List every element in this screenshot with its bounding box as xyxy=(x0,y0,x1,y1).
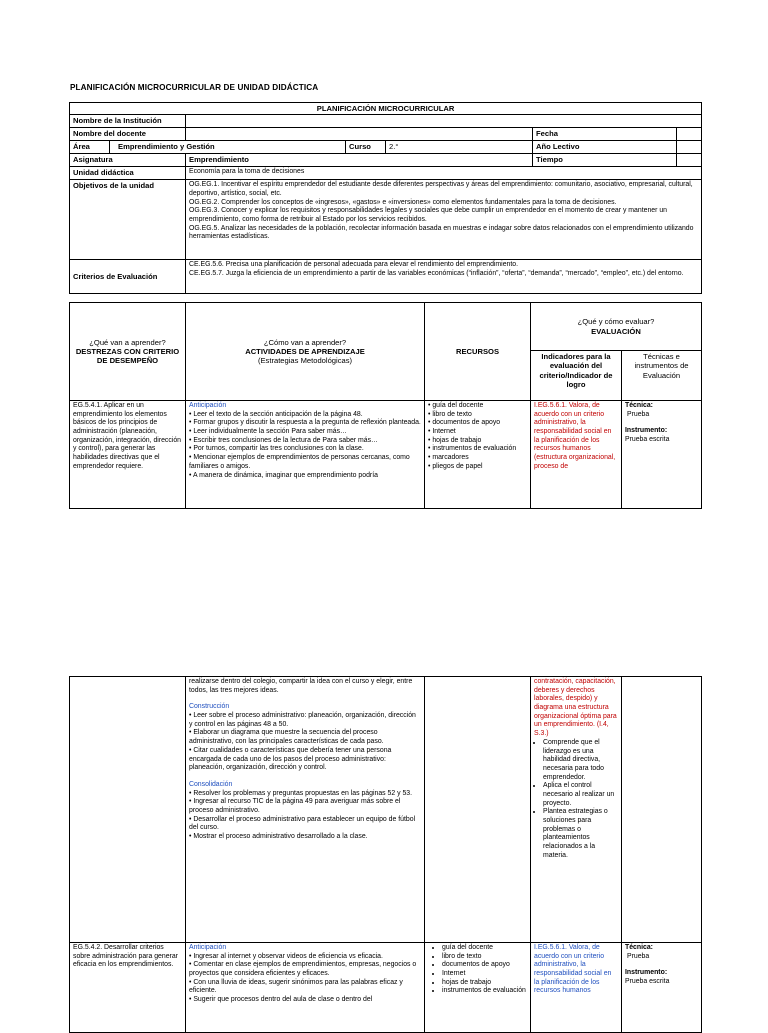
area-value: Emprendimiento y Gestión xyxy=(110,141,346,154)
list-item: • A manera de dinámica, imaginar que emprendimiento podría xyxy=(189,471,378,479)
anticipacion-label: Anticipación xyxy=(189,402,227,409)
actividades-cell xyxy=(186,943,425,1033)
list-item: • libro de texto xyxy=(442,953,527,962)
recursos-cell xyxy=(425,401,531,509)
actividades-cell xyxy=(186,677,425,943)
list-item: • documentos de apoyo xyxy=(428,419,501,427)
objetivos-label: Objetivos de la unidad xyxy=(70,180,186,260)
curso-value: 2.° xyxy=(386,141,533,154)
list-item: • Ingresar al internet y observar videos de eficiencia vs eficacia. xyxy=(189,952,383,960)
fecha-value xyxy=(677,128,702,141)
list-item: • marcadores xyxy=(428,454,469,462)
list-item: • Leer individualmente la sección Para saber más… xyxy=(189,428,347,436)
indicador-cell: I.EG.5.6.1. Valora, de acuerdo con un criterio administrativo, la responsabilidad social en la planificación de los recursos humanos xyxy=(531,943,622,1033)
list-item: • instrumentos de evaluación xyxy=(428,445,517,453)
col2-question: ¿Cómo van a aprender? xyxy=(263,337,347,347)
instrumento-label: Instrumento: xyxy=(625,969,668,977)
curso-label: Curso xyxy=(346,141,386,154)
list-item: • Citar cualidades o características que debería tener una persona encargada de cada uno de los pasos del proceso administrativo: planeación, organización, dirección y control. xyxy=(189,746,392,772)
indicador-cell: I.EG.5.6.1. Valora, de acuerdo con un criterio administrativo, la responsabilidad social en la planificación de los recursos humanos (estructura organizacional, proceso de xyxy=(531,401,622,509)
docente-label: Nombre del docente xyxy=(70,128,186,141)
fecha-label: Fecha xyxy=(533,128,677,141)
actividades-table xyxy=(69,302,702,509)
list-item: • Comprende que el liderazgo es una habilidad directiva, necesaria para todo emprendedor. xyxy=(543,739,618,782)
recursos-cell xyxy=(425,943,531,1033)
list-item: • Desarrollar el proceso administrativo para establecer un equipo de fútbol del curso. xyxy=(189,815,416,832)
actividades-cell xyxy=(186,401,425,509)
destreza-cell: EG.5.4.2. Desarrollar criterios sobre administración para generar eficacia en los emprendimientos. xyxy=(70,943,186,1033)
list-item: • Por turnos, compartir las tres conclusiones con la clase. xyxy=(189,445,364,453)
asignatura-value: Emprendimiento xyxy=(186,154,533,167)
eval-question: ¿Qué y cómo evaluar? xyxy=(577,317,655,327)
col-indicadores-header: Indicadores para la evaluación del criterio/Indicador de logro xyxy=(531,351,622,401)
tecnica-label: Técnica: xyxy=(625,944,653,951)
objetivos-list xyxy=(186,180,702,260)
list-item: • guía del docente xyxy=(428,402,484,409)
asignatura-label: Asignatura xyxy=(70,154,186,167)
tecnica-label: Técnica: xyxy=(625,402,653,409)
col-recursos-header: RECURSOS xyxy=(425,303,531,401)
tecnica-value: Prueba xyxy=(627,410,650,418)
list-item: • Plantea estrategias o soluciones para problemas o planteamientos relacionados a la materia. xyxy=(543,808,618,860)
anio-label: Año Lectivo xyxy=(533,141,677,154)
list-item: • Elaborar un diagrama que muestre la secuencia del proceso administrativo, con las principales características de cada paso. xyxy=(189,729,384,746)
objetivo-item: OG.EG.5. Analizar las necesidades de la población, recolectar información basada en muestras e indagar sobre datos relacionados con el emprendimiento utilizando herramientas estadísticas. xyxy=(189,224,694,241)
tecnica-value: Prueba xyxy=(627,952,650,960)
tecnicas-cell xyxy=(622,943,702,1033)
continuation-text: realizarse dentro del colegio, compartir la idea con el curso y elegir, entre todos, las tres mejores ideas. xyxy=(189,678,413,694)
list-item: • Mostrar el proceso administrativo desarrollado a la clase. xyxy=(189,833,368,840)
list-item: • Sugerir que procesos dentro del aula de clase o dentro del xyxy=(189,996,373,1004)
eval-heading: EVALUACIÓN xyxy=(591,326,641,336)
col2-subheading: (Estrategias Metodológicas) xyxy=(257,356,353,366)
institucion-value xyxy=(186,115,702,128)
indicador-cell xyxy=(531,677,622,943)
destreza-cell: EG.5.4.1. Aplicar en un emprendimiento los elementos básicos de los principios de administración (planeación, organización, integración, dirección y control), para generar las habilidades directivas que el emprendedor requiere. xyxy=(70,401,186,509)
col-destrezas-header xyxy=(70,303,186,401)
anticipacion-label: Anticipación xyxy=(189,944,227,951)
tiempo-label: Tiempo xyxy=(533,154,677,167)
list-item: • Escribir tres conclusiones de la lectura de Para saber más… xyxy=(189,436,378,444)
criterio-item: CE.EG.5.6. Precisa una planificación de personal adecuada para elevar el rendimiento del emprendimiento. xyxy=(189,261,519,269)
area-label: Área xyxy=(70,141,110,154)
col1-heading: DESTREZAS CON CRITERIO DE DESEMPEÑO xyxy=(75,346,180,366)
col2-heading: ACTIVIDADES DE APRENDIZAJE xyxy=(245,346,365,356)
criterios-label: Criterios de Evaluación xyxy=(70,260,186,294)
docente-value xyxy=(186,128,533,141)
list-item: • documentos de apoyo xyxy=(442,961,527,970)
planificacion-table xyxy=(69,102,702,294)
criterios-list xyxy=(186,260,702,294)
list-item: • guía del docente xyxy=(442,944,527,953)
indicador-continuation: contratación, capacitación, deberes y derechos laborales, despido) y diagrama una estructura organizacional óptima para un emprendimiento. (I.4, S.3.) xyxy=(534,678,617,738)
list-item: • hojas de trabajo xyxy=(442,979,527,988)
criterio-item: CE.EG.5.7. Juzga la eficiencia de un emprendimiento a partir de las variables económicas (“inflación”, “oferta”, “demanda”, “mercado”, “empleo”, etc.) del entorno. xyxy=(189,269,684,277)
col1-question: ¿Qué van a aprender? xyxy=(89,337,166,347)
list-item: • Formar grupos y discutir la respuesta a la pregunta de reflexión planteada. xyxy=(189,419,421,427)
tecnicas-cell xyxy=(622,401,702,509)
unidad-value: Economía para la toma de decisiones xyxy=(186,167,702,180)
list-item: • Aplica el control necesario al realizar un proyecto. xyxy=(543,782,618,808)
tiempo-value xyxy=(677,154,702,167)
recursos-cell xyxy=(425,677,531,943)
objetivo-item: OG.EG.2. Comprender los conceptos de «ingresos», «gastos» e «inversiones» como elementos fundamentales para la toma de decisiones. xyxy=(189,198,617,206)
document-title: PLANIFICACIÓN MICROCURRICULAR DE UNIDAD DIDÁCTICA xyxy=(70,83,319,92)
instrumento-label: Instrumento: xyxy=(625,427,668,435)
list-item: • hojas de trabajo xyxy=(428,436,482,444)
list-item: • Internet xyxy=(442,970,527,979)
destreza-cell xyxy=(70,677,186,943)
objetivo-item: OG.EG.3. Conocer y explicar los requisitos y responsabilidades legales y sociales que debe cumplir un emprendedor en el momento de crear y mantener un emprendimiento, como forma de retribuir al Estado por los servicios recibidos. xyxy=(189,207,668,223)
col-evaluacion-header xyxy=(531,303,702,351)
list-item: • Ingresar al recurso TIC de la página 49 para averiguar más sobre el proceso administrativo. xyxy=(189,798,401,814)
unidad-label: Unidad didáctica xyxy=(70,167,186,180)
tecnicas-cell xyxy=(622,677,702,943)
list-item: • Internet xyxy=(428,428,456,436)
col-actividades-header xyxy=(186,303,425,401)
anio-value xyxy=(677,141,702,154)
construccion-label: Construcción xyxy=(189,703,230,711)
list-item: • Leer sobre el proceso administrativo: planeación, organización, dirección y control en las páginas 48 a 50. xyxy=(189,712,416,728)
col-tecnicas-header: Técnicas e instrumentos de Evaluación xyxy=(622,351,702,401)
list-item: • Resolver los problemas y preguntas propuestas en las páginas 52 y 53. xyxy=(189,789,413,797)
list-item: • Leer el texto de la sección anticipación de la página 48. xyxy=(189,410,363,418)
list-item: • instrumentos de evaluación xyxy=(442,987,527,996)
actividades-table-continued xyxy=(69,676,702,1033)
instrumento-value: Prueba escrita xyxy=(625,436,670,444)
list-item: • Con una lluvia de ideas, sugerir sinónimos para las palabras eficaz y eficiente. xyxy=(189,978,403,995)
table-title: PLANIFICACIÓN MICROCURRICULAR xyxy=(70,103,702,115)
objetivo-item: OG.EG.1. Incentivar el espíritu emprendedor del estudiante desde diferentes perspectivas y áreas del emprendimiento: comunitario, asociativo, empresarial, cultural, deportivo, artístico, social, etc. xyxy=(189,181,693,197)
list-item: • libro de texto xyxy=(428,410,472,418)
instrumento-value: Prueba escrita xyxy=(625,978,670,986)
list-item: • Mencionar ejemplos de emprendimientos de personas cercanas, como familiares o amigos. xyxy=(189,454,410,470)
consolidacion-label: Consolidación xyxy=(189,780,233,788)
institucion-label: Nombre de la Institución xyxy=(70,115,186,128)
list-item: • Comentar en clase ejemplos de emprendimientos, empresas, negocios o proyectos que considera eficientes y eficaces. xyxy=(189,961,417,978)
list-item: • pliegos de papel xyxy=(428,462,483,470)
